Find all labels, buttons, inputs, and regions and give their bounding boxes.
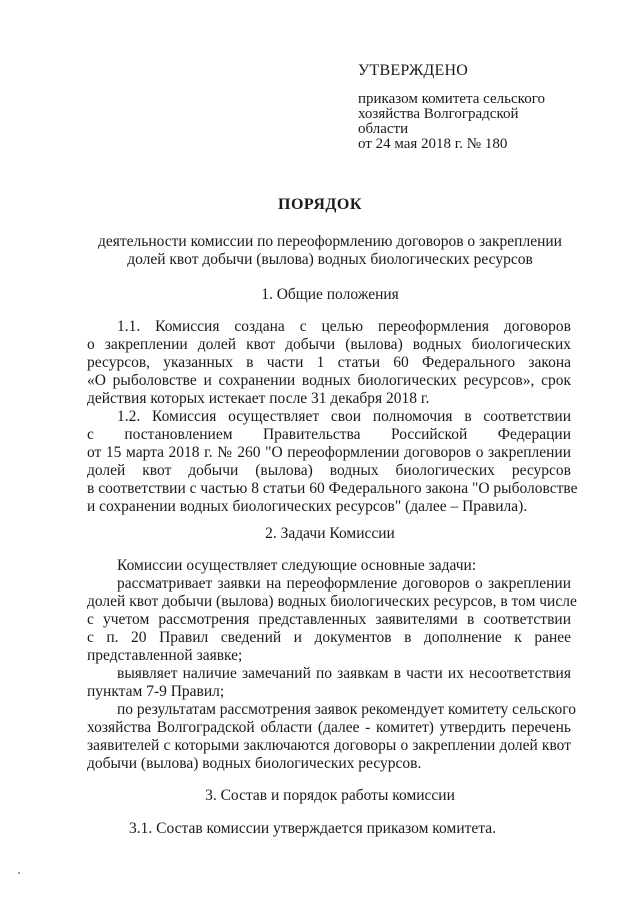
section-heading: 3. Состав и порядок работы комиссии xyxy=(205,787,455,804)
paragraph-line: заявителей с которыми заключаются договоры о закреплении долей квот xyxy=(87,737,571,754)
paragraph-line: с п. 20 Правил сведений и документов в дополнение к ранее xyxy=(87,629,571,646)
approval-title: УТВЕРЖДЕНО xyxy=(358,62,469,79)
paragraph-line: и сохранении водных биологических ресурсов" (далее – Правила). xyxy=(87,498,528,515)
paragraph-line: 1.1. Комиссия создана с целью переоформления договоров xyxy=(117,318,571,335)
paragraph-line: долей квот добычи (вылова) водных биологических ресурсов xyxy=(87,462,571,479)
approval-line: хозяйства Волгоградской xyxy=(358,106,519,122)
document-title: ПОРЯДОК xyxy=(278,196,362,213)
document-subtitle: долей квот добычи (вылова) водных биологических ресурсов xyxy=(127,251,533,268)
paragraph-line: 1.2. Комиссия осуществляет свои полномочия в соответствии xyxy=(117,408,571,425)
approval-line: от 24 мая 2018 г. № 180 xyxy=(358,136,508,152)
paragraph-line: представленной заявке; xyxy=(87,647,243,664)
paragraph-line: пунктам 7-9 Правил; xyxy=(87,683,225,700)
paragraph-line: рассматривает заявки на переоформление договоров о закреплении xyxy=(117,575,571,592)
section-heading: 2. Задачи Комиссии xyxy=(265,525,395,542)
paragraph-line: с учетом рассмотрения представленных заявителями в соответствии xyxy=(87,611,571,628)
paragraph-line: в соответствии с частью 8 статьи 60 Федерального закона "О рыболовстве xyxy=(87,480,578,497)
paragraph-line: с постановлением Правительства Российской Федерации xyxy=(87,426,571,443)
paragraph-line: хозяйства Волгоградской области (далее - комитет) утвердить перечень xyxy=(87,719,571,736)
paragraph-line: от 15 марта 2018 г. № 260 "О переоформлении договоров о закреплении xyxy=(87,444,571,461)
document-subtitle: деятельности комиссии по переоформлению договоров о закреплении xyxy=(98,233,562,250)
section-heading: 1. Общие положения xyxy=(261,286,399,303)
paragraph-line: о закреплении долей квот добычи (вылова) водных биологических xyxy=(87,336,571,353)
paragraph-line: выявляет наличие замечаний по заявкам в части их несоответствия xyxy=(117,665,571,682)
paragraph-line: Комиссии осуществляет следующие основные задачи: xyxy=(117,557,477,574)
paragraph-line: долей квот добычи (вылова) водных биологических ресурсов, в том числе xyxy=(87,593,577,610)
paragraph-line: действия которых истекает после 31 декабря 2018 г. xyxy=(87,390,430,407)
approval-line: приказом комитета сельского xyxy=(358,91,545,107)
paragraph-line: 3.1. Состав комиссии утверждается приказом комитета. xyxy=(129,820,496,837)
paragraph-line: ресурсов, указанных в части 1 статьи 60 Федерального закона xyxy=(87,354,571,371)
paragraph-line: добычи (вылова) водных биологических ресурсов. xyxy=(87,755,422,772)
paragraph-line: по результатам рассмотрения заявок рекомендует комитету сельского xyxy=(117,701,576,718)
paragraph-line: «О рыболовстве и сохранении водных биологических ресурсов», срок xyxy=(87,372,571,389)
scan-speck xyxy=(18,872,20,874)
approval-line: области xyxy=(358,121,409,137)
